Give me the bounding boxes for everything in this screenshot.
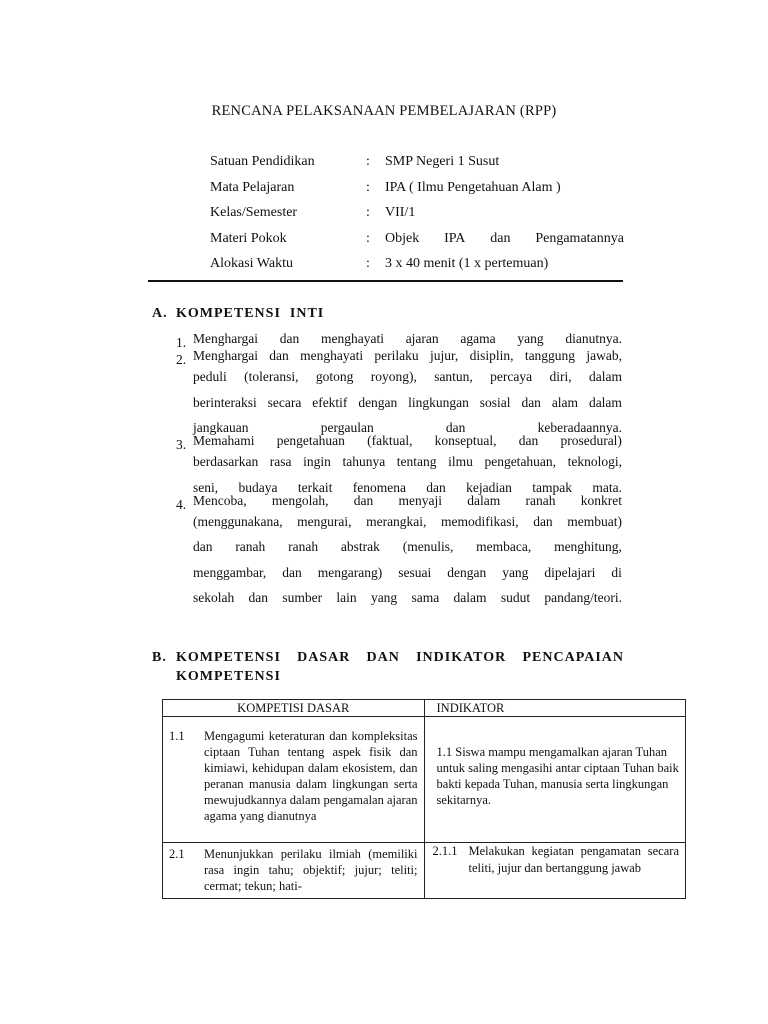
word: KOMPETENSI [176,650,281,665]
word: dan [533,513,553,529]
ki-item-line [193,492,622,509]
word: INDIKATOR [416,650,507,665]
kd-number: 2.1 [169,847,185,861]
word: sosial [479,394,511,410]
meta-label: Mata Pelajaran [210,179,295,195]
meta-colon: : [366,179,370,195]
word: sesuai [398,564,432,580]
section-letter: B. [152,650,167,665]
word: Mencoba, [193,492,247,508]
meta-value: 3 x 40 menit (1 x pertemuan) [385,256,549,271]
indicator-body: Melakukan kegiatan pengamatan secara teliti, jujur dan bertanggung jawab [468,844,679,875]
ki-item-line [193,509,622,535]
section-title-line1 [176,648,624,667]
table-row [163,843,686,899]
word: mengarang) [317,564,383,580]
word: (menggunakana, [193,513,283,529]
word: percaya [490,369,533,384]
word: peduli [193,369,227,384]
section-title [176,648,624,686]
meta-label: Kelas/Semester [210,205,298,220]
meta-value: SMP Negeri 1 Susut [385,154,500,169]
section-title-line2: KOMPETENSI [176,669,281,684]
word: jawab, [586,348,622,363]
meta-value: VII/1 [385,205,416,220]
word: ranah [235,539,266,554]
word: dipelajari [544,564,596,580]
word: merangkai, [366,513,427,529]
section-letter: A. [152,306,168,321]
table-header-row [163,700,686,717]
ki-item-line [193,560,622,586]
ki-item-line: sekolah dan sumber lain yang sama dalam sudut pandang/teori. [193,590,622,605]
meta-row-materi [210,229,624,255]
indicator-cell [424,843,685,899]
word: rasa [269,454,292,469]
meta-label: Alokasi Waktu [210,256,293,271]
identity-block [210,152,624,280]
ki-item-line [193,432,622,449]
ki-item-line [193,364,622,390]
header-divider [148,280,623,282]
word: dalam [467,492,501,508]
header-kompetensi-dasar: KOMPETISI DASAR [163,700,425,717]
word: dan [282,564,302,580]
meta-value: IPA ( Ilmu Pengetahuan Alam ) [385,179,561,195]
meta-row-kelas [210,203,624,229]
ki-item [176,330,622,350]
word: membaca, [476,539,532,554]
ki-item-line: Menghargai dan menghayati ajaran agama yang dianutnya. [193,331,622,346]
meta-row-mapel [210,178,624,204]
meta-colon: : [366,256,370,271]
word: Menghargai [193,348,258,363]
word: dan [193,539,213,554]
ki-item-line: seni, budaya terkait fenomena dan kejadian tampak mata. [193,479,622,495]
word: (toleransi, [244,369,299,384]
word: disiplin, [469,348,514,363]
ki-item-number: 4. [176,496,187,512]
word: IPA [444,230,466,246]
document-title: RENCANA PELAKSANAAN PEMBELAJARAN (RPP) [211,103,557,119]
ki-item-line [193,449,622,475]
word: diri, [549,369,572,384]
word: membuat) [567,513,622,529]
word: mengurai, [297,513,352,529]
word: menyaji [398,492,442,508]
word: berdasarkan [193,454,259,469]
word: memodifikasi, [441,513,519,529]
kompetensi-inti-list [176,330,622,605]
kd-text: Menunjukkan perilaku ilmiah (memiliki rasa ingin tahu; objektif; jujur; teliti; cermat; tekun; hati- [204,847,418,893]
ki-item-number: 1. [176,335,187,350]
word: menggambar, [193,564,267,580]
word: jujur, [429,348,459,363]
meta-colon: : [366,154,370,169]
ki-item-number: 2. [176,352,187,367]
word: alam [551,394,579,410]
ki-item [176,492,622,603]
word: dalam [588,394,622,410]
word: konseptual, [434,433,497,448]
word: konkret [580,492,622,508]
word: perilaku [374,348,419,363]
indicator-cell [424,717,685,843]
section-title: KOMPETENSI INTI [176,306,325,321]
meta-value [385,229,624,249]
ki-item-number: 3. [176,437,187,452]
word: dengan [358,394,398,410]
word: (faktual, [367,433,413,448]
table-row [163,717,686,843]
word: ranah [525,492,556,508]
word: tanggung [524,348,576,363]
word: Memahami [193,433,255,448]
indicator-text [437,744,679,808]
word: efektif [312,394,348,410]
word: prosedural) [560,433,622,448]
word: dan [490,230,511,246]
word: ilmu [448,454,473,469]
word: secara [267,394,302,410]
meta-row-alokasi [210,254,624,280]
ki-item-line: jangkauan pergaulan dan keberadaannya. [193,420,622,435]
ki-item-line [193,534,622,560]
word: dalam [588,369,622,384]
word: lingkungan [408,394,469,410]
word: tentang [396,454,437,469]
kd-indicator-table [162,699,686,899]
header-indikator: INDIKATOR [424,700,685,717]
word: DAN [366,650,400,665]
word: Pengamatannya [535,230,624,246]
word: ranah [288,539,319,554]
word: mengolah, [271,492,329,508]
word: dan [353,492,374,508]
meta-label: Satuan Pendidikan [210,154,315,169]
indicator-number: 1.1 [436,745,453,759]
meta-row-satuan [210,152,624,178]
word: menghayati [300,348,364,363]
word: DASAR [297,650,351,665]
meta-colon: : [366,205,370,220]
word: abstrak [340,539,380,554]
indicator-number: 2.1.1 [432,844,458,858]
kd-number: 1.1 [169,729,185,743]
word: PENCAPAIAN [522,650,624,665]
indicator-body: Siswa mampu mengamalkan ajaran Tuhan untuk saling mengasihi antar ciptaan Tuhan baik bakti kepada Tuhan, manusia serta lingkungan sekitarnya. [436,745,679,807]
word: Objek [385,230,420,246]
word: gotong [315,369,354,384]
word: tahunya [342,454,386,469]
word: (menulis, [402,539,454,554]
word: ingin [303,454,331,469]
word: royong), [370,369,417,384]
word: yang [502,564,529,580]
word: pengetahuan [276,433,345,448]
word: di [611,564,622,580]
word: santun, [434,369,473,384]
meta-colon: : [366,230,370,246]
word: dan [521,394,541,410]
word: menghitung, [554,539,622,554]
word: dan [518,433,539,448]
word: dan [269,348,289,363]
word: teknologi, [567,454,622,469]
ki-item-line [193,390,622,416]
ki-item [176,347,622,435]
meta-label: Materi Pokok [210,230,287,246]
kd-cell [163,717,425,843]
word: berinteraksi [193,394,257,410]
kd-text: Mengagumi keteraturan dan kompleksitas ciptaan Tuhan tentang aspek fisik dan kimiawi, kehidupan dalam ekosistem, dan peranan manusia dalam lingkungan serta mewujudkannya dalam pengamalan ajaran agama yang dianutnya [204,729,418,823]
ki-item-line [193,347,622,364]
word: dengan [447,564,487,580]
kd-cell [163,843,425,899]
ki-item [176,432,622,495]
word: pengetahuan, [484,454,557,469]
